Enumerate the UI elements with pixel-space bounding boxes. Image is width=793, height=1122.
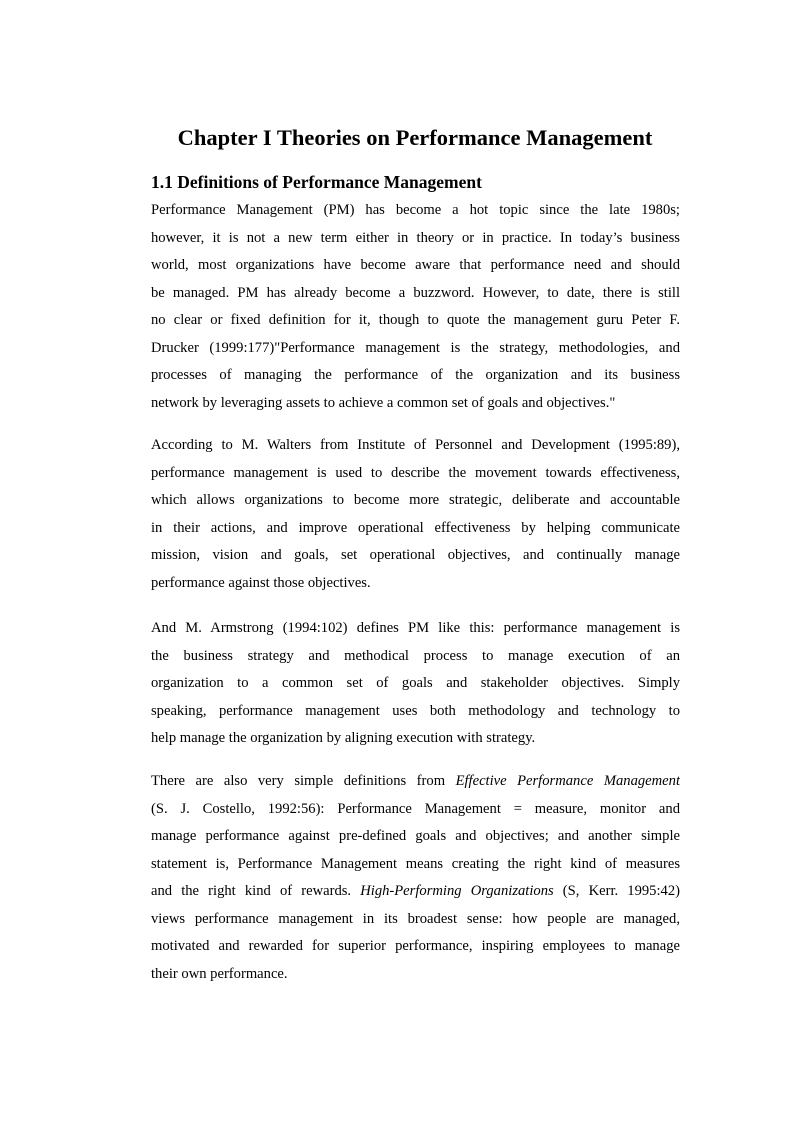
text-run: and the right kind of rewards. — [151, 883, 361, 899]
book-title: High-Performing Organizations — [360, 883, 554, 899]
chapter-title: Chapter I Theories on Performance Management — [177, 125, 653, 150]
text-line: mission, vision and goals, set operational objectives, and continually manage — [151, 547, 680, 563]
text-line: no clear or fixed definition for it, though to quote the management guru Peter F. — [151, 312, 680, 328]
paragraph-4 — [151, 770, 680, 990]
text-run: (S, Kerr. 1995:42) — [553, 883, 680, 899]
text-line: (S. J. Costello, 1992:56): Performance Management = measure, monitor and — [151, 800, 680, 817]
text-line: organization to a common set of goals and stakeholder objectives. Simply — [151, 675, 680, 691]
text-run: There are also very simple definitions from — [151, 773, 456, 789]
text-line: Drucker (1999:177)"Performance management is the strategy, methodologies, and — [151, 339, 680, 356]
text-line: processes of managing the performance of the organization and its business — [151, 367, 680, 383]
paragraph-2 — [151, 434, 680, 599]
text-line: in their actions, and improve operational effectiveness by helping communicate — [151, 519, 680, 536]
book-title: Effective Performance Management — [455, 773, 680, 789]
text-line: According to M. Walters from Institute of Personnel and Development (1995:89), — [151, 437, 680, 453]
paragraph-1 — [151, 199, 680, 419]
text-line: And M. Armstrong (1994:102) defines PM like this: performance management is — [151, 620, 680, 636]
text-line: performance against those objectives. — [151, 574, 371, 591]
text-line: speaking, performance management uses both methodology and technology to — [151, 702, 680, 719]
text-line: be managed. PM has already become a buzzword. However, to date, there is still — [151, 284, 680, 301]
text-line: their own performance. — [151, 965, 288, 982]
text-line: views performance management in its broadest sense: how people are managed, — [151, 910, 680, 927]
paragraph-3 — [151, 617, 680, 755]
text-line: network by leveraging assets to achieve a common set of goals and objectives." — [151, 394, 616, 411]
text-line: performance management is used to describe the movement towards effectiveness, — [151, 464, 680, 481]
text-line: however, it is not a new term either in theory or in practice. In today’s business — [151, 229, 680, 246]
text-line: statement is, Performance Management means creating the right kind of measures — [151, 855, 680, 872]
text-line: motivated and rewarded for superior performance, inspiring employees to manage — [151, 938, 680, 954]
text-line: world, most organizations have become aware that performance need and should — [151, 257, 680, 273]
text-line — [151, 770, 680, 798]
text-line: help manage the organization by aligning execution with strategy. — [151, 730, 536, 746]
text-line: the business strategy and methodical process to manage execution of an — [151, 647, 680, 664]
text-line — [151, 880, 680, 908]
section-heading: 1.1 Definitions of Performance Management — [151, 172, 482, 192]
text-line: which allows organizations to become more strategic, deliberate and accountable — [151, 492, 680, 508]
text-line: Performance Management (PM) has become a hot topic since the late 1980s; — [151, 202, 680, 218]
text-line: manage performance against pre-defined goals and objectives; and another simple — [151, 828, 680, 844]
